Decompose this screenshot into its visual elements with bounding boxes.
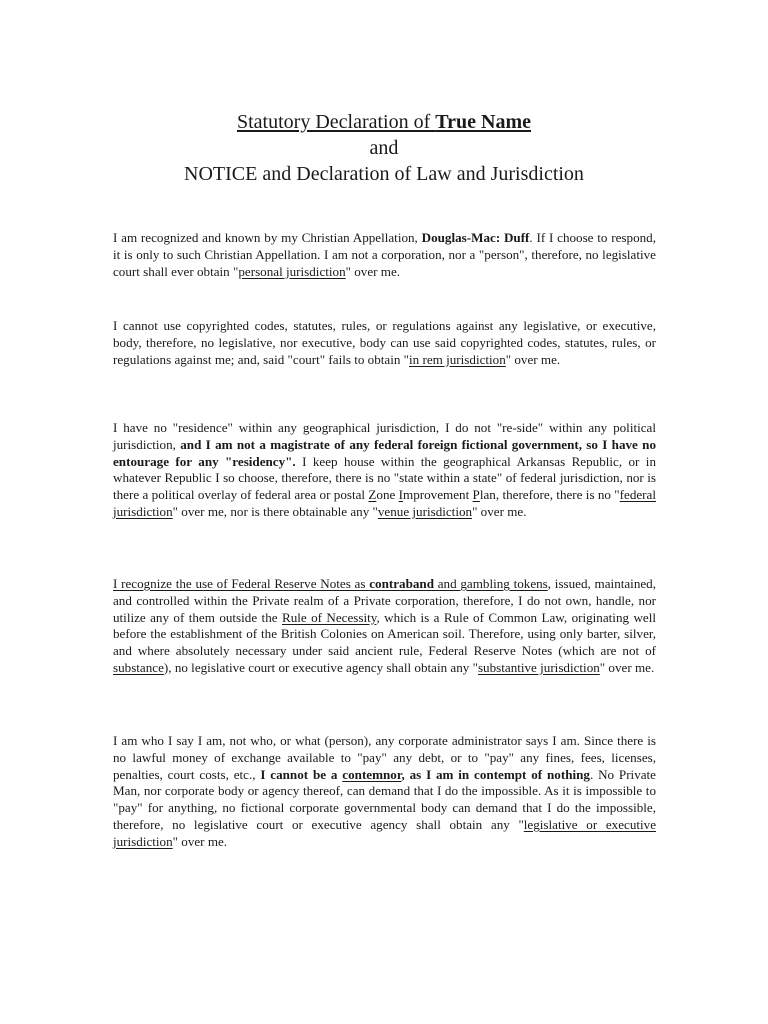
- p3-text-1: I have no "residence" within any geographical jurisdiction, I do not "re-side" within any political jurisdiction,: [113, 420, 656, 452]
- p1-text-2: . If I choose to respond, it is only to such Christian Appellation. I am not a corporation, nor a "person", therefore, no legislative court shall ever obtain ": [113, 230, 656, 279]
- p4-substantive-jurisdiction: substantive jurisdiction: [477, 659, 600, 675]
- p4-text-1: , issued, maintained, and controlled within the Private realm of a Private corporation, therefore, I do not own, handle, nor utilize any of them outside the: [113, 576, 657, 625]
- p5-bold-2: , as I am in contempt of nothing: [401, 766, 590, 782]
- p3-zone-z: Z: [368, 487, 377, 503]
- title-true-name: True Name: [435, 111, 531, 133]
- p5-text-3: " over me.: [172, 833, 228, 849]
- p1-personal-jurisdiction: personal jurisdiction: [238, 263, 346, 279]
- title-main: [237, 111, 531, 133]
- p3-text-5: lan, therefore, there is no ": [479, 487, 620, 503]
- paragraph-federal-venue-jurisdiction: [113, 420, 656, 521]
- p5-bold-1: I cannot be a: [260, 766, 343, 782]
- p3-text-7: " over me.: [472, 503, 527, 519]
- p3-text-3: one: [376, 487, 399, 503]
- p3-text-2: I keep house within the geographical Arkansas Republic, or in whatever Republic I so choose, therefore, there is no "state within a state" of federal jurisdiction, nor is there a political overlay of federal area or postal: [113, 453, 656, 503]
- p5-text-2: . No Private Man, nor corporate body or agency thereof, can demand that I do the impossible. As it is impossible to "pay" for anything, no fictional corporate governmental body can demand that I do the impossible, therefore, no legislative court or executive agency shall obtain any ": [113, 766, 656, 832]
- p3-bold-statement: and I am not a magistrate of any federal foreign fictional government, so I have no entourage for any "residency".: [113, 436, 656, 469]
- p1-text-3: " over me.: [345, 263, 401, 279]
- paragraph-in-rem-jurisdiction: [113, 318, 656, 368]
- p4-underline-2: and gambling tokens: [433, 576, 548, 591]
- p2-text-2: " over me.: [505, 351, 561, 367]
- p5-text-1: I am who I say I am, not who, or what (person), any corporate administrator says I am. Since there is no lawful money of exchange available to "pay" any debt, or to "pay" any fines, fees, licenses, penalties, court costs, etc.,: [113, 733, 656, 782]
- p1-christian-name: Douglas-Mac: Duff: [421, 230, 530, 245]
- p4-text-2: , which is a Rule of Common Law, originating well before the establishment of the British Colonies on American soil. Therefore, using only barter, silver, and where absolutely necessary under said ancient rule, Federal Reserve Notes (which are not of: [113, 609, 656, 659]
- p5-contemnor: contemnor: [342, 766, 402, 782]
- p4-underline-1: I recognize the use of Federal Reserve Notes as: [113, 576, 370, 591]
- p3-plan-p: P: [472, 487, 480, 503]
- p4-text-3: ), no legislative court or executive agency shall obtain any ": [163, 659, 478, 675]
- title-line-3: NOTICE and Declaration of Law and Jurisdiction: [184, 163, 584, 185]
- title-line-1: [0, 109, 768, 135]
- title-line-2: and: [369, 137, 399, 159]
- p4-substance: substance: [113, 659, 164, 675]
- p5-legislative-executive-jurisdiction: legislative or executive jurisdiction: [113, 816, 657, 849]
- p4-text-4: " over me.: [599, 659, 655, 675]
- p3-improvement-i: I: [398, 487, 404, 503]
- p2-text-1: I cannot use copyrighted codes, statutes, rules, or regulations against any legislative, or executive, body, therefore, no legislative, nor executive, body can use said copyrighted codes, statutes, rules, or regulations against me; and, said "court" fails to obtain ": [113, 318, 656, 367]
- p1-text-1: I am recognized and known by my Christian Appellation,: [113, 230, 422, 245]
- paragraph-personal-jurisdiction: [113, 230, 656, 280]
- p2-in-rem-jurisdiction: in rem jurisdiction: [409, 351, 506, 367]
- p3-text-6: " over me, nor is there obtainable any ": [172, 503, 378, 519]
- p4-contraband: contraband: [369, 576, 434, 591]
- p3-federal-jurisdiction: federal jurisdiction: [113, 487, 656, 519]
- title-prefix: Statutory Declaration of: [237, 111, 436, 133]
- p3-text-4: mprovement: [403, 487, 473, 503]
- p5-bold-statement: [260, 767, 590, 782]
- document-title: [0, 109, 768, 187]
- p3-venue-jurisdiction: venue jurisdiction: [377, 503, 473, 519]
- p4-underlined-opening: [113, 576, 548, 591]
- p4-rule-of-necessity: Rule of Necessity: [281, 609, 377, 625]
- paragraph-legislative-executive-jurisdiction: [113, 733, 656, 851]
- paragraph-substantive-jurisdiction: [113, 576, 656, 677]
